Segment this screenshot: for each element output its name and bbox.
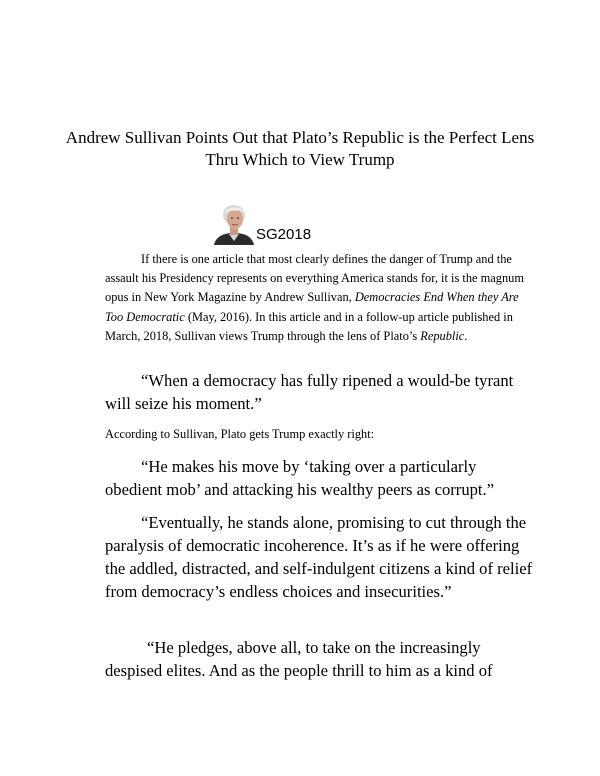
author-photo <box>212 203 256 245</box>
author-tag: SG2018 <box>256 226 312 243</box>
transition-note: According to Sullivan, Plato gets Trump exactly right: <box>105 427 375 441</box>
document-title: Andrew Sullivan Points Out that Plato’s Republic is the Perfect Lens Thru Which to View Trump <box>65 128 535 169</box>
quote-3: “Eventually, he stands alone, promising to cut through the paralysis of democratic incoherence. It’s as if he were offering the addled, distracted, and self-indulgent citizens a kind of relief from democracy’s endless choices and insecurities.” <box>105 513 533 601</box>
intro-text-1: If there is one article that most clearly defines the danger of Trump and the assault his Presidency represents on everything America stands for, it is the magnum opus in New York Magazine by Andrew Sullivan, <box>105 252 524 305</box>
intro-paragraph <box>105 250 525 346</box>
article-title-italic: Democracies End When they Are Too Democratic <box>105 290 519 324</box>
author-byline <box>212 203 311 245</box>
intro-text-3: . <box>464 328 468 343</box>
republic-italic: Republic <box>420 328 465 343</box>
quote-4: “He pledges, above all, to take on the increasingly despised elites. And as the people thrill to him as a kind of <box>105 638 493 680</box>
quote-2: “He makes his move by ‘taking over a particularly obedient mob’ and attacking his wealthy peers as corrupt.” <box>105 457 495 499</box>
intro-text-2: (May, 2016). In this article and in a follow-up article published in March, 2018, Sullivan views Trump through the lens of Plato’s <box>105 309 513 343</box>
quote-1: “When a democracy has fully ripened a would-be tyrant will seize his moment.” <box>105 371 514 413</box>
